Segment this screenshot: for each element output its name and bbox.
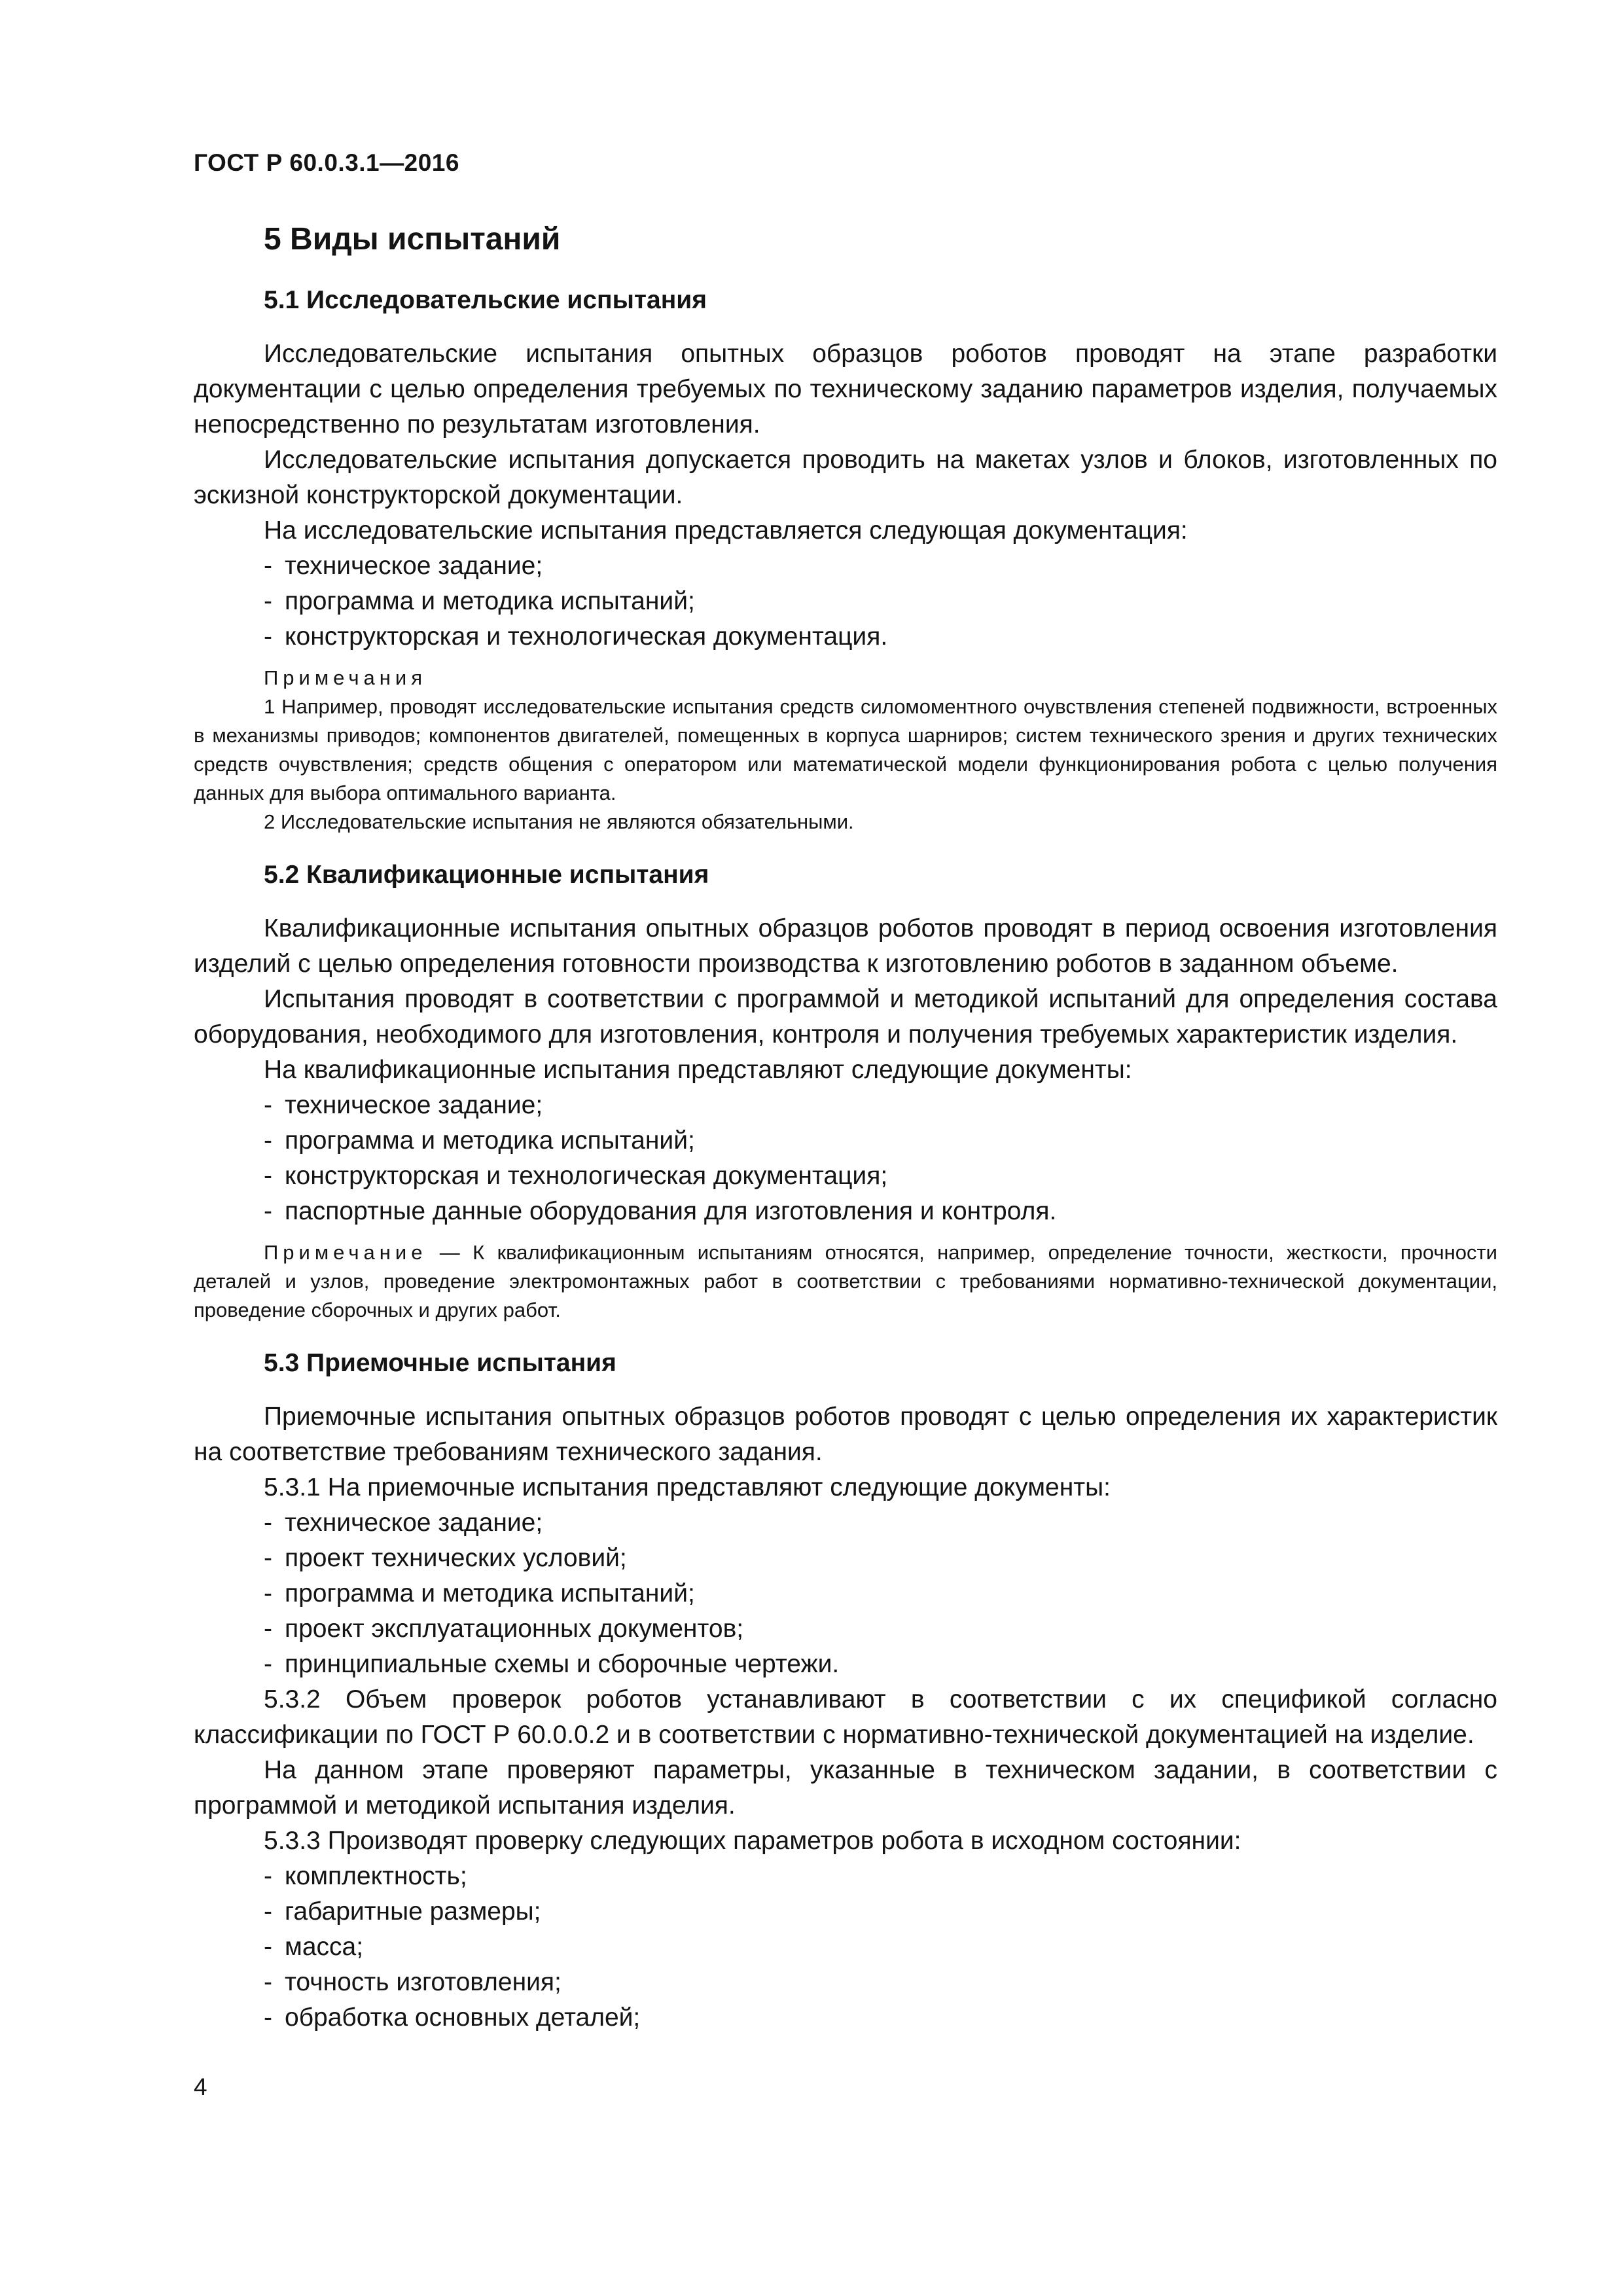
subsection-title-5-2: 5.2 Квалификационные испытания bbox=[264, 861, 709, 889]
paragraph: Испытания проводят в соответствии с программой и методикой испытаний для определения состава оборудования, необходимого для изготовления, контроля и получения требуемых характеристик изделия. bbox=[194, 985, 1497, 1049]
list-item: - техническое задание; bbox=[264, 1509, 543, 1537]
list-item: - точность изготовления; bbox=[264, 1968, 562, 1996]
paragraph: На данном этапе проверяют параметры, указанные в техническом задании, в соответствии с программой и методикой испытания изделия. bbox=[194, 1756, 1497, 1820]
section-title: 5 Виды испытаний bbox=[264, 222, 561, 257]
notes-label: Примечания bbox=[264, 666, 427, 689]
list-item: - комплектность; bbox=[264, 1862, 467, 1890]
list-item: - техническое задание; bbox=[264, 552, 543, 580]
list-item: - проект технических условий; bbox=[264, 1544, 627, 1572]
list-item: - программа и методика испытаний; bbox=[264, 1579, 695, 1607]
list-item: - программа и методика испытаний; bbox=[264, 587, 695, 615]
paragraph: 5.3.1 На приемочные испытания представляют следующие документы: bbox=[264, 1473, 1111, 1501]
page-number: 4 bbox=[194, 2073, 207, 2100]
paragraph: 5.3.3 Производят проверку следующих параметров робота в исходном состоянии: bbox=[264, 1827, 1241, 1855]
list-item: - паспортные данные оборудования для изготовления и контроля. bbox=[264, 1197, 1057, 1225]
note-label: Примечание bbox=[264, 1241, 427, 1264]
list-item: - техническое задание; bbox=[264, 1091, 543, 1119]
note: 2 Исследовательские испытания не являются обязательными. bbox=[264, 810, 854, 833]
parameters-list bbox=[194, 1859, 1497, 2036]
list-item: - программа и методика испытаний; bbox=[264, 1126, 695, 1155]
document-code: ГОСТ Р 60.0.3.1—2016 bbox=[194, 149, 459, 176]
paragraph: Исследовательские испытания опытных образцов роботов проводят на этапе разработки документации с целью определения требуемых по техническому заданию параметров изделия, получаемых непосредственно по результатам изготовления. bbox=[194, 340, 1497, 439]
list-item: - конструкторская и технологическая документация; bbox=[264, 1162, 888, 1190]
list-item: - обработка основных деталей; bbox=[264, 2003, 641, 2032]
documents-list bbox=[194, 548, 1497, 655]
paragraph: На исследовательские испытания представляется следующая документация: bbox=[264, 516, 1188, 545]
list-item: - проект эксплуатационных документов; bbox=[264, 1615, 744, 1643]
subsection-title-5-3: 5.3 Приемочные испытания bbox=[264, 1349, 616, 1377]
paragraph: 5.3.2 Объем проверок роботов устанавливают в соответствии с их спецификой согласно классификации по ГОСТ Р 60.0.0.2 и в соответствии с нормативно-технической документацией на изделие. bbox=[194, 1685, 1497, 1749]
paragraph: Исследовательские испытания допускается проводить на макетах узлов и блоков, изготовленных по эскизной конструкторской документации. bbox=[194, 446, 1497, 509]
list-item: - масса; bbox=[264, 1933, 364, 1961]
paragraph: Приемочные испытания опытных образцов роботов проводят с целью определения их характеристик на соответствие требованиям технического задания. bbox=[194, 1403, 1497, 1466]
documents-list bbox=[194, 1505, 1497, 1682]
subsection-title-5-1: 5.1 Исследовательские испытания bbox=[264, 286, 707, 314]
list-item: - габаритные размеры; bbox=[264, 1897, 541, 1926]
documents-list bbox=[194, 1088, 1497, 1229]
note: 1 Например, проводят исследовательские испытания средств силомоментного очувствления степеней подвижности, встроенных в механизмы приводов; компонентов двигателей, помещенных в корпуса шарниров; систем технического зрения и других технических средств очувствления; средств общения с оператором или математической модели функционирования робота с целью получения данных для выбора оптимального варианта. bbox=[194, 695, 1497, 804]
paragraph: Квалификационные испытания опытных образцов роботов проводят в период освоения изготовления изделий с целью определения готовности производства к изготовлению роботов в заданном объеме. bbox=[194, 914, 1497, 978]
list-item: - конструкторская и технологическая документация. bbox=[264, 622, 888, 651]
list-item: - принципиальные схемы и сборочные чертежи. bbox=[264, 1650, 840, 1678]
document-body bbox=[194, 220, 1497, 2036]
paragraph: На квалификационные испытания представляют следующие документы: bbox=[264, 1056, 1132, 1084]
note: Примечание — К квалификационным испытаниям относятся, например, определение точности, жесткости, прочности деталей и узлов, проведение электромонтажных работ в соответствии с требованиями нормативно-технической документации, проведение сборочных и других работ. bbox=[194, 1241, 1497, 1321]
